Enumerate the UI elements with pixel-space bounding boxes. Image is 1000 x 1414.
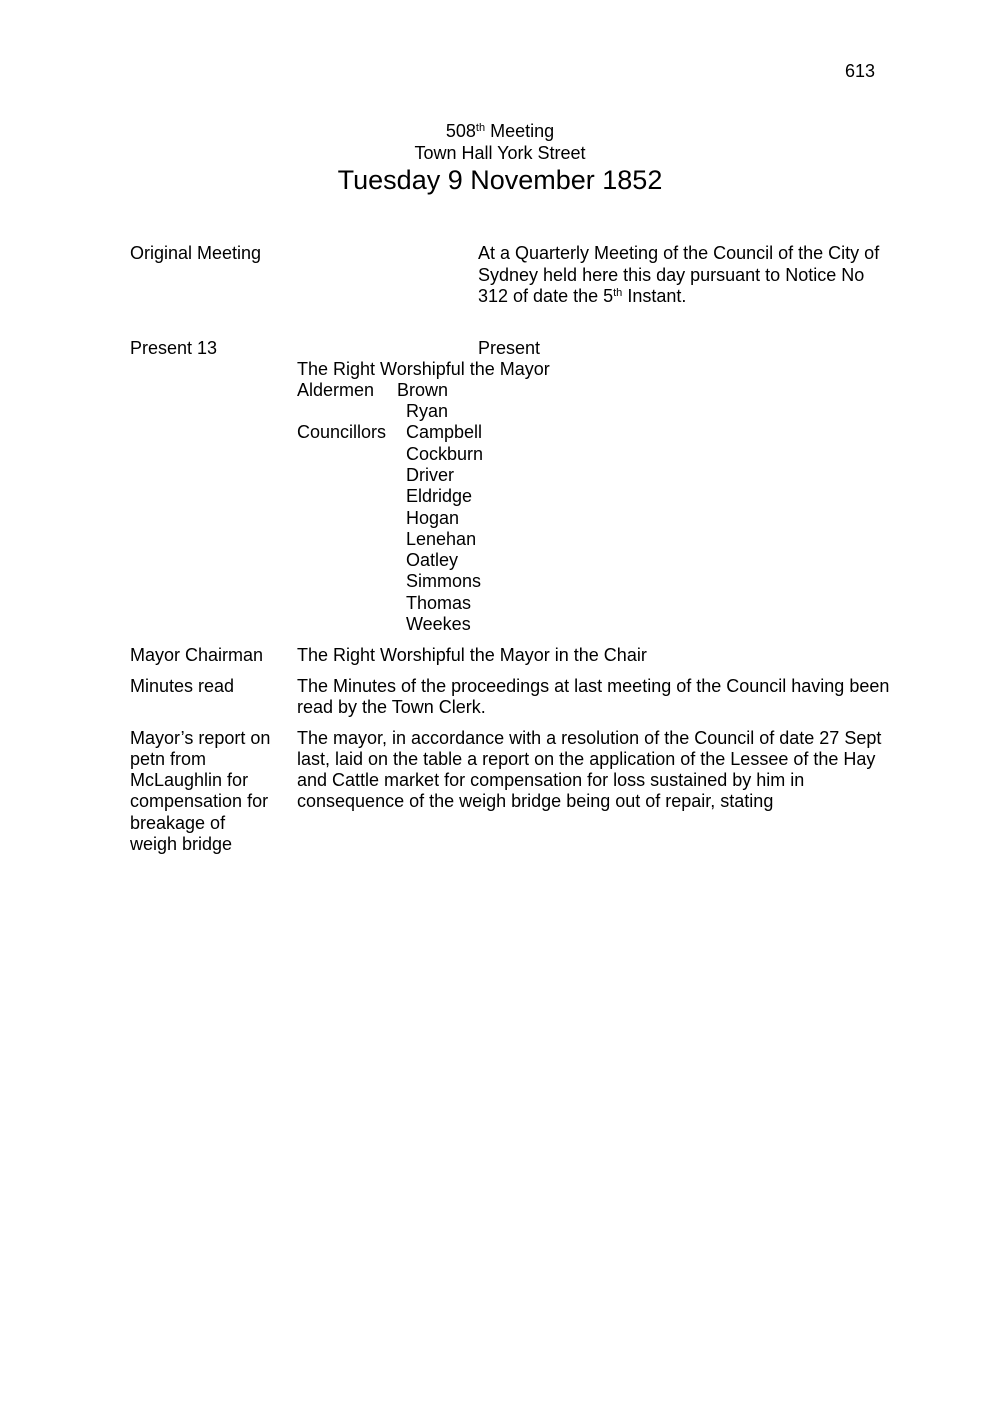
mayors-report-line: and Cattle market for compensation for loss sustained by him in [297, 770, 805, 790]
margin-label-mayors-report: breakage of [130, 813, 226, 833]
councillor-name: Driver [406, 465, 454, 485]
councillors-label: Councillors [297, 422, 387, 442]
councillor-name: Weekes [406, 614, 471, 634]
councillor-name: Campbell [406, 422, 483, 442]
councillor-name: Oatley [406, 550, 459, 570]
mayors-report-line: last, laid on the table a report on the application of the Lessee of the Hay [297, 749, 876, 769]
councillor-name: Thomas [406, 593, 472, 613]
margin-label-present: Present 13 [130, 338, 218, 358]
mayor-chairman-text: The Right Worshipful the Mayor in the Chair [297, 645, 647, 665]
original-meeting-line-1: At a Quarterly Meeting of the Council of the City of [478, 243, 880, 263]
page-title: Tuesday 9 November 1852 [337, 165, 663, 195]
margin-label-original-meeting: Original Meeting [130, 243, 262, 263]
mayors-report-line: consequence of the weigh bridge being out of repair, stating [297, 791, 774, 811]
margin-label-mayors-report: weigh bridge [130, 834, 233, 854]
present-mayor-line: The Right Worshipful the Mayor [297, 359, 550, 379]
margin-label-mayors-report: McLaughlin for [130, 770, 249, 790]
meeting-number: 508 [445, 121, 476, 141]
margin-label-mayors-report: petn from [130, 749, 207, 769]
original-meeting-line-2: Sydney held here this day pursuant to Notice No [478, 265, 865, 285]
councillor-name: Eldridge [406, 486, 473, 506]
page-number: 613 [845, 61, 876, 81]
alderman-name: Brown [397, 380, 449, 400]
venue: Town Hall York Street [414, 143, 586, 163]
margin-label-minutes-read: Minutes read [130, 676, 235, 696]
councillor-name: Cockburn [406, 444, 484, 464]
meeting-number-line [0, 121, 1000, 142]
aldermen-label: Aldermen [297, 380, 375, 400]
mayors-report-line: The mayor, in accordance with a resolution of the Council of date 27 Sept [297, 728, 882, 748]
minutes-read-line: read by the Town Clerk. [297, 697, 486, 717]
margin-label-mayors-report: Mayor’s report on [130, 728, 271, 748]
minutes-read-line: The Minutes of the proceedings at last meeting of the Council having been [297, 676, 890, 696]
councillor-name: Hogan [406, 508, 460, 528]
original-meeting-line-3 [478, 286, 686, 307]
meeting-suffix: th [475, 122, 486, 134]
original-meeting-line-3-a: 312 of date the 5 [478, 286, 614, 306]
meeting-word: Meeting [485, 121, 555, 141]
margin-label-mayors-report: compensation for [130, 791, 269, 811]
councillor-name: Lenehan [406, 529, 477, 549]
present-heading: Present [478, 338, 541, 358]
margin-label-mayor-chairman: Mayor Chairman [130, 645, 264, 665]
original-meeting-line-3-sup: th [613, 287, 623, 299]
alderman-name: Ryan [406, 401, 449, 421]
original-meeting-line-3-b: Instant. [622, 286, 687, 306]
councillor-name: Simmons [406, 571, 482, 591]
